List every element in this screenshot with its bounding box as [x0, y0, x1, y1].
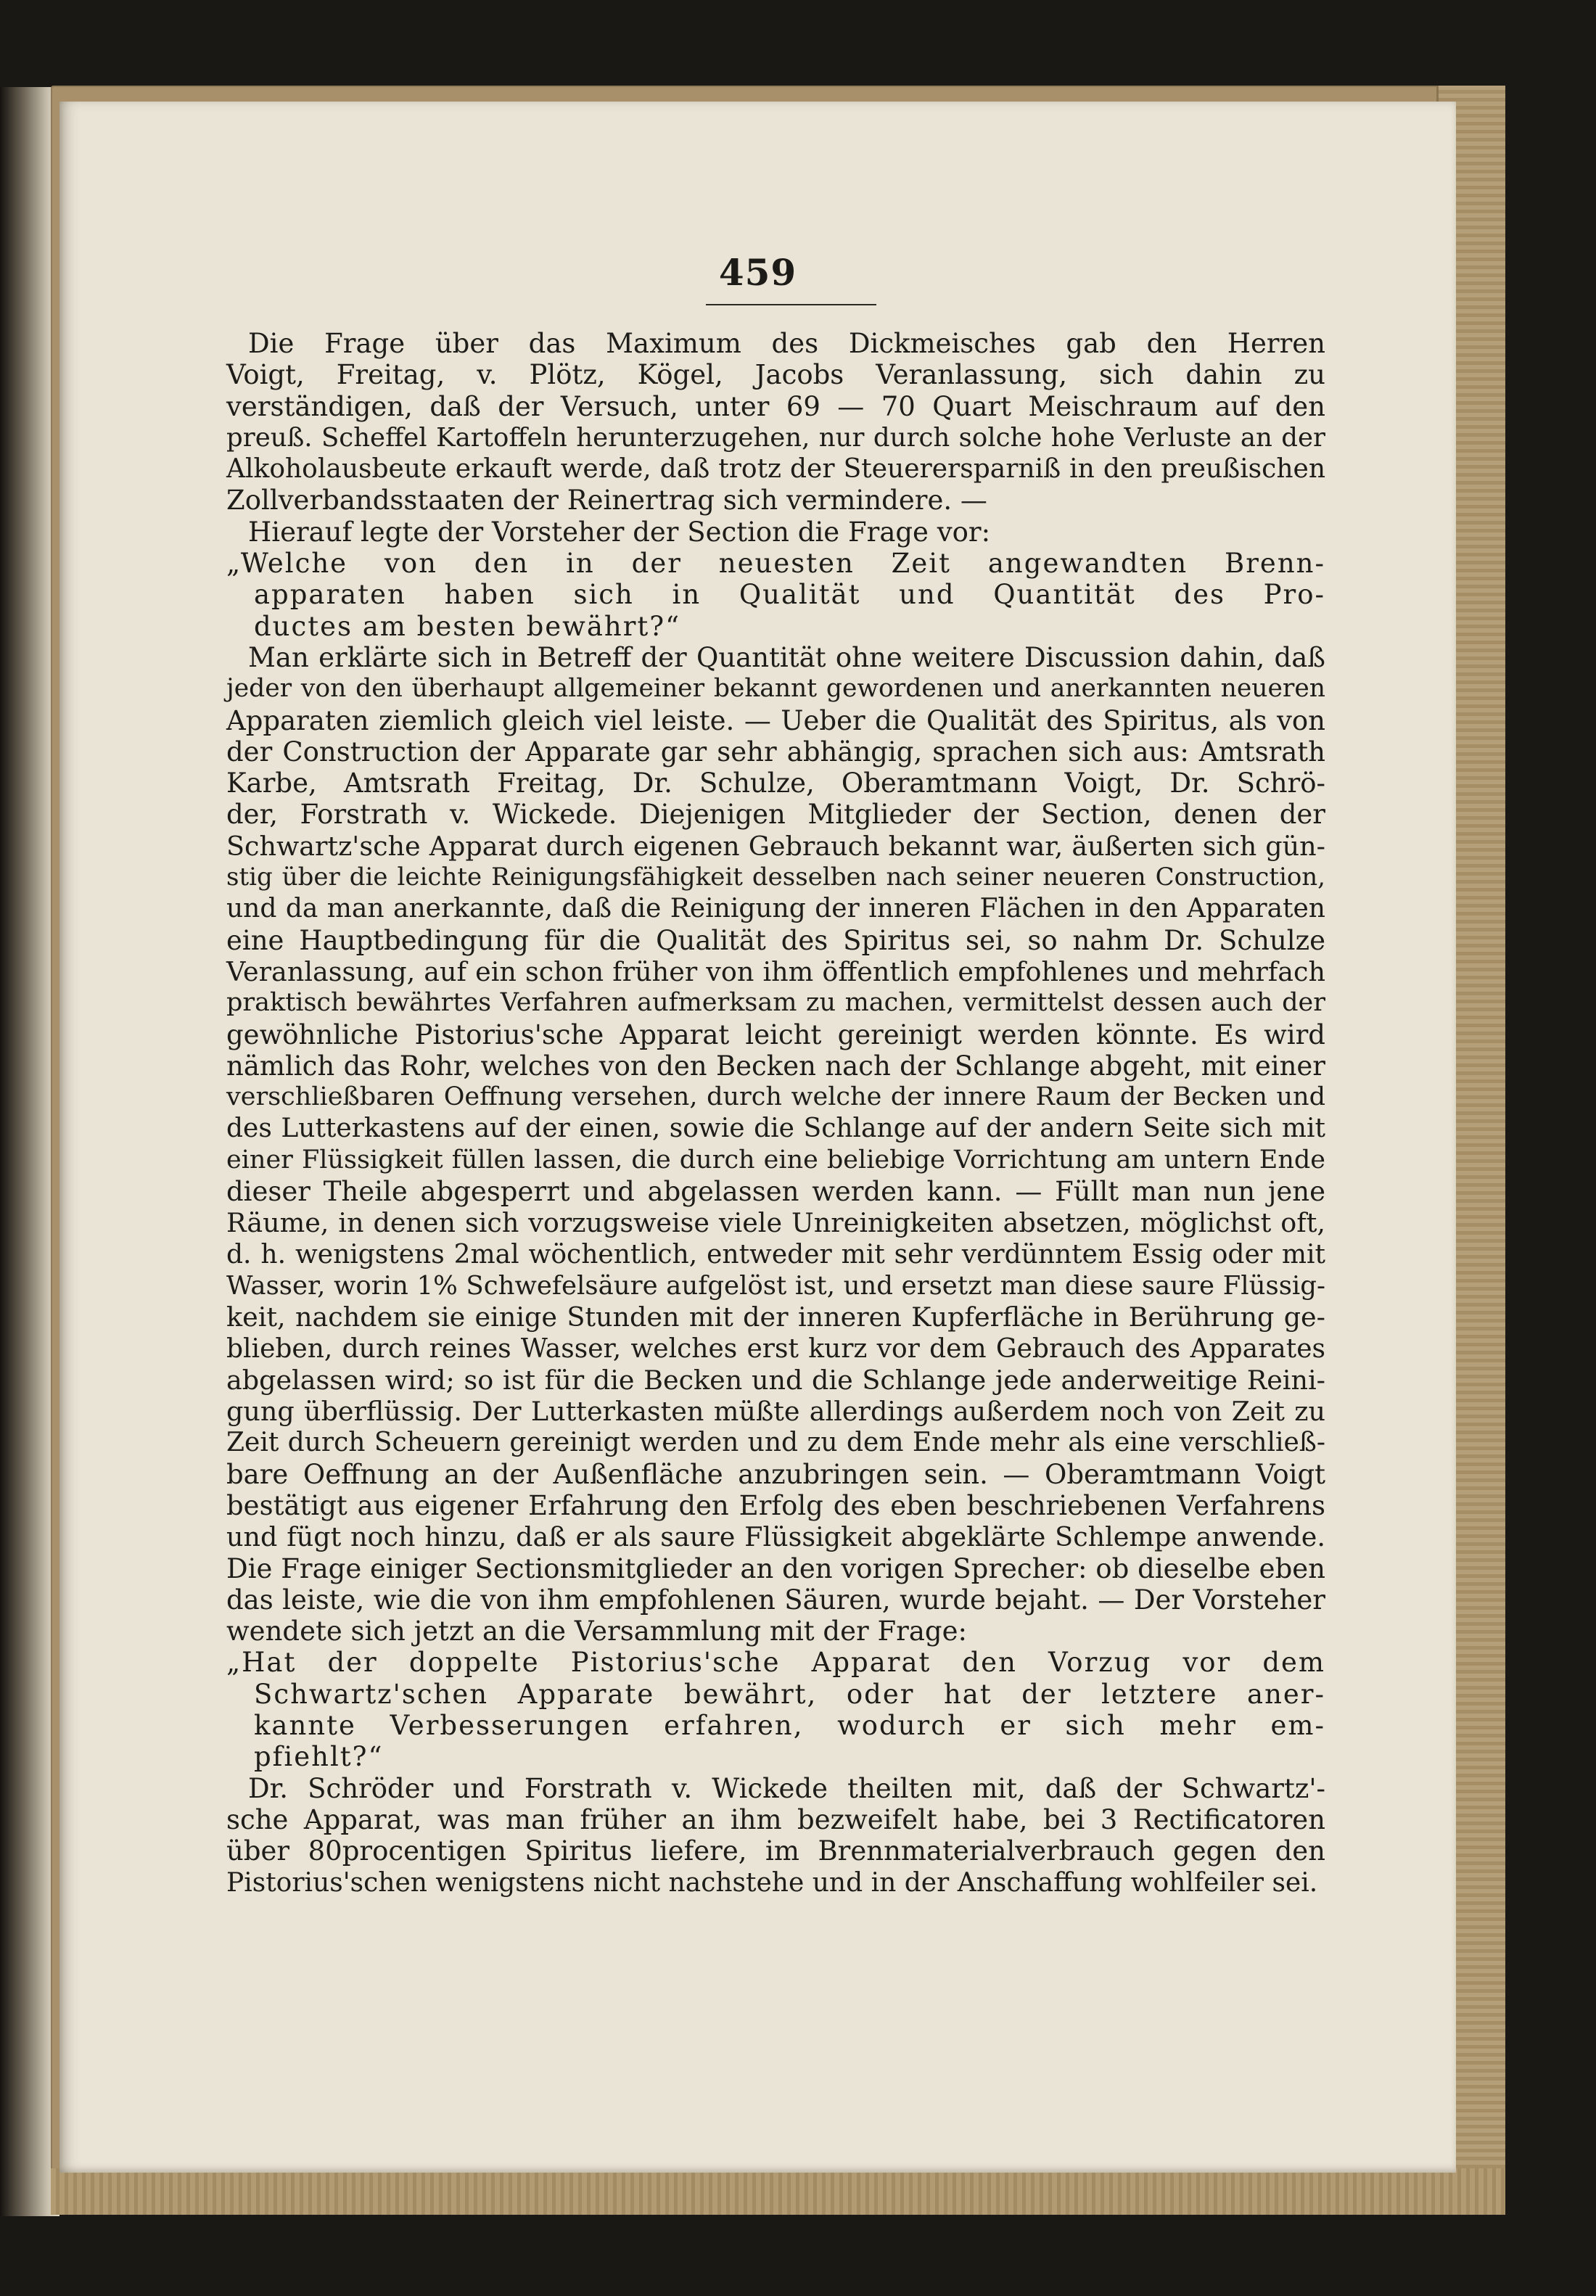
- body-paragraph: [226, 517, 1325, 548]
- text-line: Alkoholausbeute erkauft werde, daß trotz der Steuerersparniß in den preußischen: [226, 454, 1325, 485]
- text-line: Die Frage einiger Sectionsmitglieder an den vorigen Sprecher: ob dieselbe eben: [226, 1552, 1325, 1584]
- text-line: bare Oeffnung an der Außenfläche anzubringen sein. — Oberamtmann Voigt: [226, 1458, 1325, 1490]
- text-line: nämlich das Rohr, welches von den Becken nach der Schlange abgeht, mit einer: [226, 1050, 1325, 1082]
- text-line: über 80procentigen Spiritus liefere, im Brennmaterialverbrauch gegen den: [226, 1835, 1325, 1867]
- text-line: des Lutterkastens auf der einen, sowie die Schlange auf der andern Seite sich mit: [226, 1114, 1325, 1144]
- text-line: „Welche von den in der neuesten Zeit angewandten Brenn-: [226, 548, 1325, 580]
- text-line: „Hat der doppelte Pistorius'sche Apparat den Vorzug vor dem: [226, 1647, 1325, 1679]
- text-line: kannte Verbesserungen erfahren, wodurch er sich mehr em-: [254, 1710, 1325, 1742]
- book-page: [59, 102, 1456, 2173]
- page-text: [226, 328, 1325, 1898]
- text-line: einer Flüssigkeit füllen lassen, die durch eine beliebige Vorrichtung am untern Ende: [226, 1145, 1325, 1174]
- text-line: keit, nachdem sie einige Stunden mit der inneren Kupferfläche in Berührung ge-: [226, 1301, 1325, 1333]
- text-line: gewöhnliche Pistorius'sche Apparat leicht gereinigt werden könnte. Es wird: [226, 1019, 1325, 1050]
- quoted-question: [226, 548, 1325, 642]
- text-line: Pistorius'schen wenigstens nicht nachstehe und in der Anschaffung wohlfeiler sei.: [226, 1867, 1318, 1898]
- body-paragraph: [226, 1773, 1325, 1898]
- header-rule: [706, 304, 876, 305]
- text-line: Wasser, worin 1% Schwefelsäure aufgelöst ist, und ersetzt man diese saure Flüssig-: [226, 1270, 1325, 1301]
- text-line: wendete sich jetzt an die Versammlung mit der Frage:: [226, 1616, 967, 1647]
- text-line: bestätigt aus eigener Erfahrung den Erfolg des eben beschriebenen Verfahrens: [226, 1489, 1325, 1521]
- text-line: und fügt noch hinzu, daß er als saure Flüssigkeit abgeklärte Schlempe anwende.: [226, 1521, 1325, 1553]
- text-line: Zeit durch Scheuern gereinigt werden und zu dem Ende mehr als eine verschließ-: [226, 1428, 1325, 1458]
- text-line: d. h. wenigstens 2mal wöchentlich, entweder mit sehr verdünntem Essig oder mit: [226, 1239, 1325, 1270]
- text-line: eine Hauptbedingung für die Qualität des Spiritus sei, so nahm Dr. Schulze: [226, 924, 1325, 956]
- text-line: pfiehlt?“: [254, 1741, 384, 1773]
- page-number: 459: [718, 251, 797, 294]
- text-line: praktisch bewährtes Verfahren aufmerksam zu machen, vermittelst dessen auch der: [226, 988, 1325, 1018]
- text-line: ductes am besten bewährt?“: [254, 610, 681, 642]
- text-line: verständigen, daß der Versuch, unter 69 — 70 Quart Meischraum auf den: [226, 390, 1325, 422]
- text-line: blieben, durch reines Wasser, welches erst kurz vor dem Gebrauch des Apparates: [226, 1333, 1325, 1364]
- text-line: apparaten haben sich in Qualität und Quantität des Pro-: [254, 579, 1325, 611]
- text-line: stig über die leichte Reinigungsfähigkeit desselben nach seiner neueren Construction,: [226, 863, 1325, 892]
- text-line: Karbe, Amtsrath Freitag, Dr. Schulze, Oberamtmann Voigt, Dr. Schrö-: [226, 768, 1325, 799]
- text-line: dieser Theile abgesperrt und abgelassen werden kann. — Füllt man nun jene: [226, 1176, 1325, 1208]
- text-line: sche Apparat, was man früher an ihm bezweifelt habe, bei 3 Rectificatoren: [226, 1803, 1325, 1835]
- text-line: Zollverbandsstaaten der Reinertrag sich vermindere. —: [226, 485, 987, 517]
- text-line: Dr. Schröder und Forstrath v. Wickede theilten mit, daß der Schwartz'-: [248, 1772, 1325, 1804]
- cover-bottom-edge: [51, 2168, 1505, 2215]
- text-line: der Construction der Apparate gar sehr abhängig, sprachen sich aus: Amtsrath: [226, 736, 1325, 768]
- text-line: gung überflüssig. Der Lutterkasten müßte allerdings außerdem noch von Zeit zu: [226, 1396, 1325, 1428]
- body-paragraph: [226, 642, 1325, 1647]
- text-line: und da man anerkannte, daß die Reinigung der inneren Flächen in den Apparaten: [226, 894, 1325, 924]
- text-line: Schwartz'schen Apparate bewährt, oder hat der letztere aner-: [254, 1678, 1325, 1710]
- text-line: verschließbaren Oeffnung versehen, durch welche der innere Raum der Becken und: [226, 1082, 1325, 1112]
- text-line: Räume, in denen sich vorzugsweise viele Unreinigkeiten absetzen, möglichst oft,: [226, 1207, 1325, 1239]
- text-line: das leiste, wie die von ihm empfohlenen Säuren, wurde bejaht. — Der Vorsteher: [226, 1584, 1325, 1616]
- text-line: der, Forstrath v. Wickede. Diejenigen Mitglieder der Section, denen der: [226, 799, 1325, 831]
- text-line: Veranlassung, auf ein schon früher von ihm öffentlich empfohlenes und mehrfach: [226, 955, 1325, 987]
- text-line: Die Frage über das Maximum des Dickmeisches gab den Herren: [248, 328, 1325, 359]
- text-line: Voigt, Freitag, v. Plötz, Kögel, Jacobs Veranlassung, sich dahin zu: [226, 359, 1325, 391]
- text-line: abgelassen wird; so ist für die Becken und die Schlange jede anderweitige Reini-: [226, 1364, 1325, 1396]
- text-line: Apparaten ziemlich gleich viel leiste. — Ueber die Qualität des Spiritus, als von: [226, 704, 1325, 736]
- text-line: Schwartz'sche Apparat durch eigenen Gebrauch bekannt war, äußerten sich gün-: [226, 830, 1325, 862]
- text-line: jeder von den überhaupt allgemeiner bekannt gewordenen und anerkannten neueren: [226, 674, 1325, 704]
- text-line: Hierauf legte der Vorsteher der Section die Frage vor:: [248, 516, 991, 548]
- body-paragraph: [226, 328, 1325, 517]
- text-line: Man erklärte sich in Betreff der Quantität ohne weitere Discussion dahin, daß: [248, 641, 1325, 673]
- text-line: preuß. Scheffel Kartoffeln herunterzugehen, nur durch solche hohe Verluste an der: [226, 422, 1325, 453]
- quoted-question: [226, 1647, 1325, 1772]
